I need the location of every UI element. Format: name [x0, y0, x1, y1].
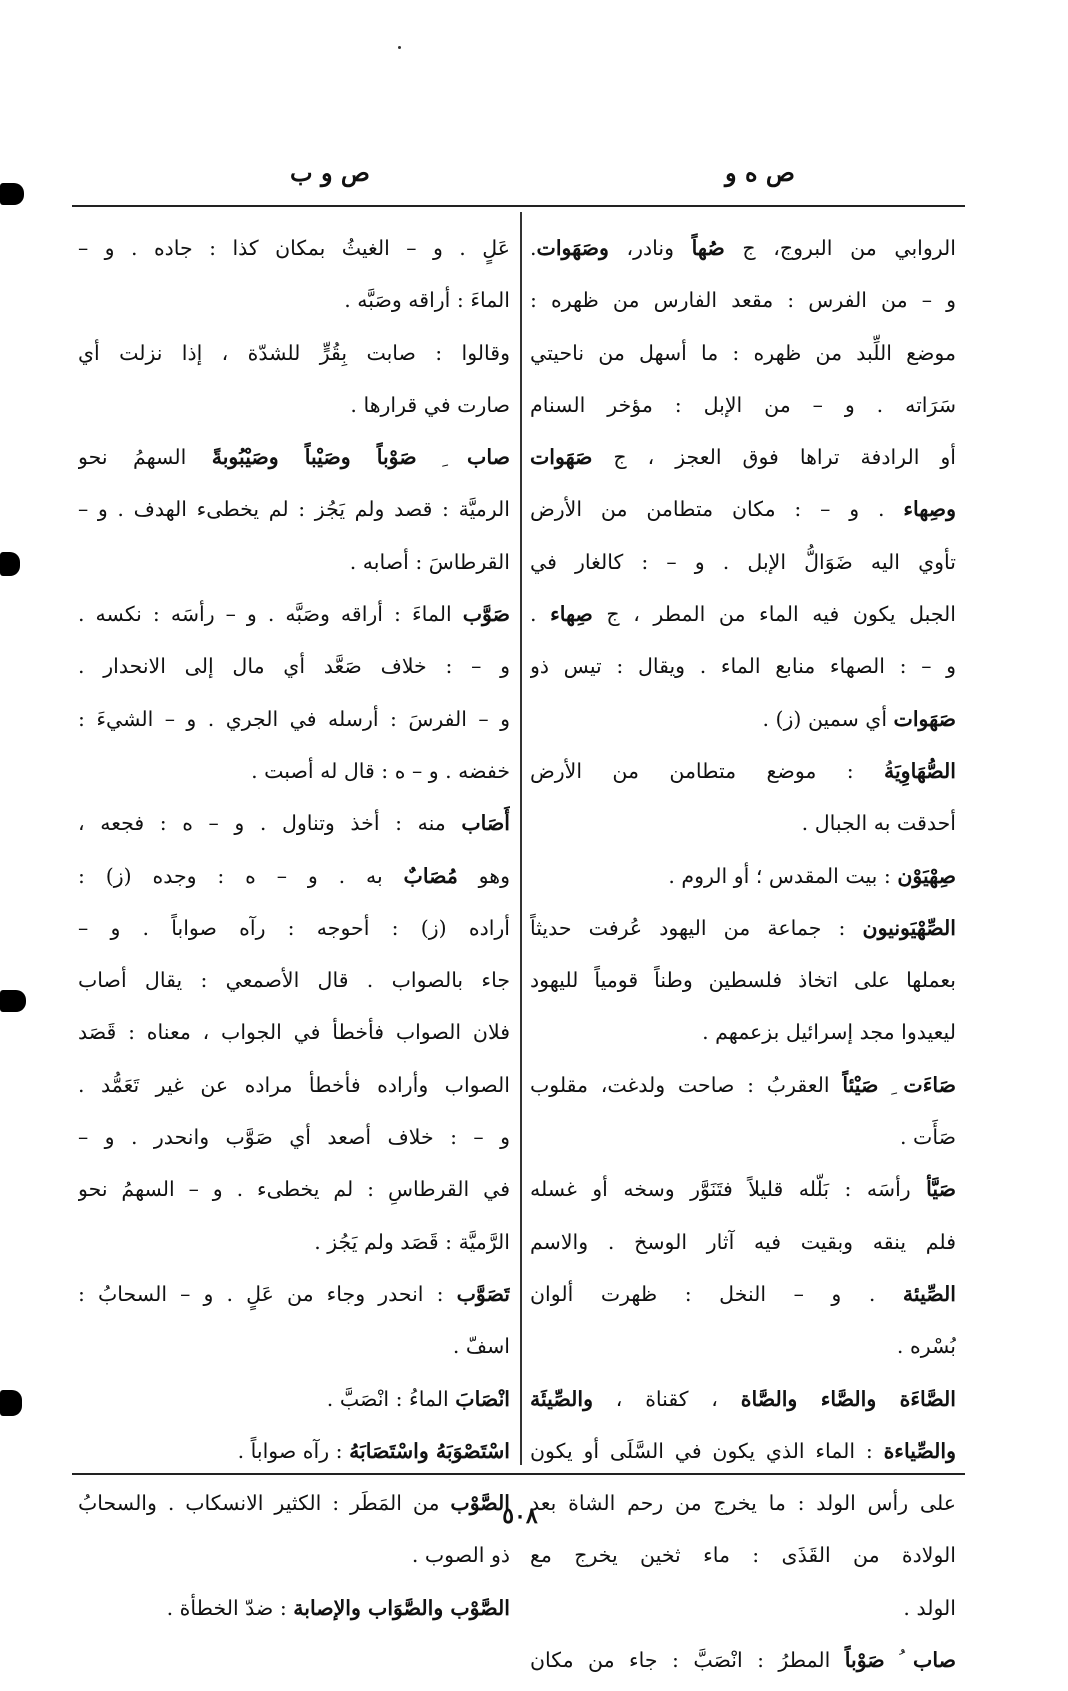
headword: الصِّيئة	[902, 1281, 956, 1306]
headword: صِهاء	[550, 602, 593, 627]
text-line	[78, 745, 510, 797]
definition-text: و – من الفرس : مقعد الفارس من ظهره :	[530, 288, 956, 313]
headword: صاب	[913, 1648, 956, 1673]
text-line	[530, 797, 956, 849]
definition-text: ُ	[884, 1648, 914, 1673]
text-line	[78, 588, 510, 640]
headword: مُصَابٌ	[403, 863, 458, 888]
text-line	[530, 640, 956, 692]
text-line	[530, 1634, 956, 1686]
text-line	[78, 1006, 510, 1058]
definition-text: تأوي اليه ضَوَالُّ الإبل . و – : كالغار في	[530, 549, 956, 574]
text-line	[78, 1268, 510, 1320]
text-line	[78, 1373, 510, 1425]
headword: والصِّيئَة	[530, 1386, 593, 1411]
definition-text: : بيت المقدس ؛ أو الروم .	[668, 863, 898, 888]
text-line	[78, 1425, 510, 1477]
text-line	[530, 850, 956, 902]
definition-text: ونادر،	[608, 236, 692, 260]
text-line	[530, 431, 956, 483]
left-column-header: ص و ب	[290, 158, 370, 187]
headword: انْصَابَ	[455, 1386, 510, 1411]
definition-text: على رأس الولد : ما يخرج من رحم الشاة بعد	[530, 1491, 956, 1516]
definition-text: صَأَت .	[900, 1125, 956, 1150]
margin-ink-blot	[0, 183, 24, 205]
headword: الصَّاءَة والصَّاء والصَّاة	[740, 1386, 956, 1411]
definition-text: سَرَاته . و – من الإبل : مؤخر السنام	[530, 392, 956, 417]
definition-text: خفضه . و – ه : قال له أصبت .	[251, 758, 510, 783]
definition-text: . و – : مكان متطامن من الأرض	[530, 497, 904, 522]
headword: اسْتَصْوَبَهُ واسْتَصَابَهُ	[349, 1438, 510, 1463]
definition-text: الولد .	[903, 1595, 956, 1620]
definition-text: ِ	[416, 445, 468, 470]
definition-text: . و – النخل : ظهرت ألوان	[530, 1281, 903, 1306]
headword: تَصَوَّب	[456, 1281, 510, 1306]
definition-text: ُ : موضع متطامن من الأرض	[530, 758, 884, 783]
definition-text: المطرُ : انْصَبَّ : جاء من مكان	[530, 1648, 845, 1673]
definition-text: وهو	[457, 863, 510, 888]
text-line	[530, 1059, 956, 1111]
definition-text: عَلٍ . و – الغيثُ بمكان كذا : جاده . و –	[78, 236, 510, 260]
text-line	[530, 1006, 956, 1058]
headword: صَيْئاً	[842, 1072, 879, 1097]
headword: الصُّهَاوِيَة	[883, 758, 956, 783]
definition-text: وقالوا : صابت بِقُرٍّ للشدّة ، إذا نزلت أي	[78, 340, 510, 365]
text-line	[530, 222, 956, 274]
text-line	[78, 379, 510, 431]
definition-text: : ضدّ الخطأة .	[166, 1595, 294, 1620]
right-column	[530, 222, 956, 1686]
text-line	[530, 1268, 956, 1320]
definition-text: : انحدر وجاء من عَلٍ . و – السحابُ :	[78, 1281, 457, 1306]
text-line	[530, 1111, 956, 1163]
text-line	[530, 693, 956, 745]
headword: والصِّياءة	[883, 1438, 956, 1463]
text-line	[530, 1425, 956, 1477]
margin-ink-blot	[0, 990, 26, 1012]
definition-text: جاء بالصواب . قال الأصمعي : يقال أصاب	[78, 968, 510, 993]
text-line	[530, 1373, 956, 1425]
text-line	[530, 1216, 956, 1268]
definition-text: : الماء الذي يكون في السَّلَى أو يكون	[530, 1438, 884, 1463]
text-line	[78, 1320, 510, 1372]
text-line	[530, 588, 956, 640]
text-line	[530, 1477, 956, 1529]
definition-text: ليعيدوا مجد إسرائيل بزعمهم .	[702, 1020, 956, 1045]
definition-text: .	[530, 602, 551, 627]
definition-text: و – : خلاف أصعد أي صَوَّب وانحدر . و –	[78, 1125, 510, 1150]
headword: الصِّهْيَونيون	[862, 915, 956, 940]
text-line	[78, 483, 510, 535]
headword: الصَّوْب	[450, 1491, 510, 1516]
text-line	[78, 274, 510, 326]
definition-text: موضع اللِّبد من ظهره : ما أسهل من ناحيتي	[530, 340, 956, 365]
definition-text: السهمُ نحو	[78, 445, 212, 470]
headword: وصِهاء	[903, 497, 956, 522]
definition-text: و – : خلاف صَعَّد أي مال إلى الانحدار .	[78, 654, 510, 679]
text-line	[530, 274, 956, 326]
text-line	[78, 693, 510, 745]
headword: صِهْيَوْن	[897, 863, 956, 888]
definition-text: الولادة من القَذَى : ماء ثخين يخرج مع	[530, 1543, 956, 1568]
definition-text: من المَطَر : الكثير الانسكاب . والسحابُ	[78, 1491, 451, 1516]
headword: الصَّوْب والصَّوَاب والإصابة	[293, 1595, 510, 1620]
headword: صَهَوات	[530, 445, 593, 470]
definition-text: الماءُ : انْصَبَّ .	[326, 1386, 456, 1411]
definition-text: الماءَ : أراقه وصَبَّه .	[344, 288, 510, 313]
definition-text: : رآه صواباً .	[237, 1438, 350, 1463]
text-line	[78, 1529, 510, 1581]
definition-text: العقربُ : صاحت ولدغت، مقلوب	[530, 1072, 843, 1097]
definition-text: .	[530, 236, 537, 260]
text-line	[78, 902, 510, 954]
text-line	[78, 431, 510, 483]
definition-text: القرطاسَ : أصابه .	[349, 549, 510, 574]
headword: أَصَاب	[461, 811, 510, 836]
definition-text: بُسْره .	[896, 1334, 956, 1359]
margin-ink-blot	[0, 552, 20, 576]
headword: وصَهَوات	[536, 236, 609, 260]
right-column-header: ص ه و	[725, 158, 795, 187]
definition-text: أو الرادفة تراها فوق العجز ، ج	[592, 445, 956, 470]
header-rule	[72, 205, 965, 207]
definition-text: اسفّ .	[452, 1334, 510, 1359]
headword: صَاءَت	[903, 1072, 956, 1097]
definition-text: الروابي من البروج، ج	[724, 236, 956, 260]
definition-text: منه : أخذ وتناول . و – ه : فجعه ،	[78, 811, 462, 836]
definition-text: أراده (ز) : أحوجه : رآه صواباً . و –	[78, 915, 510, 940]
page-number: ٥٠٨	[502, 1503, 538, 1529]
definition-text: ذو الصوب .	[411, 1543, 510, 1568]
definition-text: ، كقناة ،	[592, 1386, 741, 1411]
text-line	[530, 902, 956, 954]
definition-text: الرَّميَّة : قَصَد ولم يَجُز .	[314, 1229, 510, 1254]
definition-text: رأسَه : بَلّله قليلاً فتَنَوَّر وسخه أو غسله	[530, 1177, 927, 1202]
headword: صَيَّأ	[926, 1177, 956, 1202]
definition-text: و – : الصهاء منابع الماء . ويقال : تيس ذو	[530, 654, 956, 679]
column-divider	[520, 212, 522, 1465]
headword: صُهاً	[691, 236, 725, 260]
definition-text: بعملها على اتخاذ فلسطين وطناً قومياً لليهود	[530, 968, 956, 993]
definition-text: الرميَّة : قصد ولم يَجُز : لم يخطىء الهدف . و –	[78, 497, 510, 522]
text-line	[530, 379, 956, 431]
left-column	[78, 222, 510, 1634]
text-line	[530, 745, 956, 797]
definition-text: الصواب وأراده فأخطأ مراده عن غير تَعَمُّد .	[78, 1072, 510, 1097]
definition-text: أي سمين (ز) .	[762, 706, 894, 731]
headword: صاب	[467, 445, 510, 470]
definition-text: أحدقت به الجبال .	[801, 811, 956, 836]
margin-ink-blot	[0, 1390, 22, 1416]
definition-text: فلان الصواب فأخطأ في الجواب ، معناه : قَصَد	[78, 1020, 510, 1045]
definition-text: الماءَ : أراقه وصَبَّه . و – رأسَه : نكسه .	[78, 602, 463, 627]
text-line	[530, 1529, 956, 1581]
speck	[398, 46, 401, 49]
headword: صَهَوات	[893, 706, 956, 731]
definition-text: فلم ينقه وبقيت فيه آثار الوسخ . والاسم	[530, 1229, 956, 1254]
headword: صَوْباً وصَيْباً وصَيْبُوبةً	[211, 445, 417, 470]
text-line	[530, 327, 956, 379]
definition-text: في القرطاسِ : لم يخطىء . و – السهمُ نحو	[78, 1177, 510, 1202]
text-line	[530, 1320, 956, 1372]
footer-rule	[72, 1473, 965, 1475]
text-line	[78, 640, 510, 692]
text-line	[78, 1216, 510, 1268]
headword: صَوْباً	[844, 1648, 885, 1673]
definition-text: : جماعة من اليهود عُرفت حديثاً	[530, 915, 863, 940]
text-line	[78, 222, 510, 274]
text-line	[530, 483, 956, 535]
definition-text: ِ	[878, 1072, 904, 1097]
text-line	[530, 954, 956, 1006]
definition-text: و – الفرسَ : أرسله في الجري . و – الشيءَ :	[78, 706, 510, 731]
text-line	[78, 1477, 510, 1529]
text-line	[78, 536, 510, 588]
definition-text: صارت في قرارها .	[350, 392, 510, 417]
text-line	[78, 954, 510, 1006]
headword: صَوَّب	[462, 602, 510, 627]
text-line	[78, 797, 510, 849]
text-line	[78, 1111, 510, 1163]
text-line	[78, 850, 510, 902]
text-line	[78, 1582, 510, 1634]
text-line	[530, 1163, 956, 1215]
text-line	[530, 1582, 956, 1634]
definition-text: الجبل يكون فيه الماء من المطر ، ج	[592, 602, 956, 627]
text-line	[530, 536, 956, 588]
text-line	[78, 1163, 510, 1215]
text-line	[78, 1059, 510, 1111]
text-line	[78, 327, 510, 379]
definition-text: به . و – ه : وجده (ز) :	[78, 863, 404, 888]
